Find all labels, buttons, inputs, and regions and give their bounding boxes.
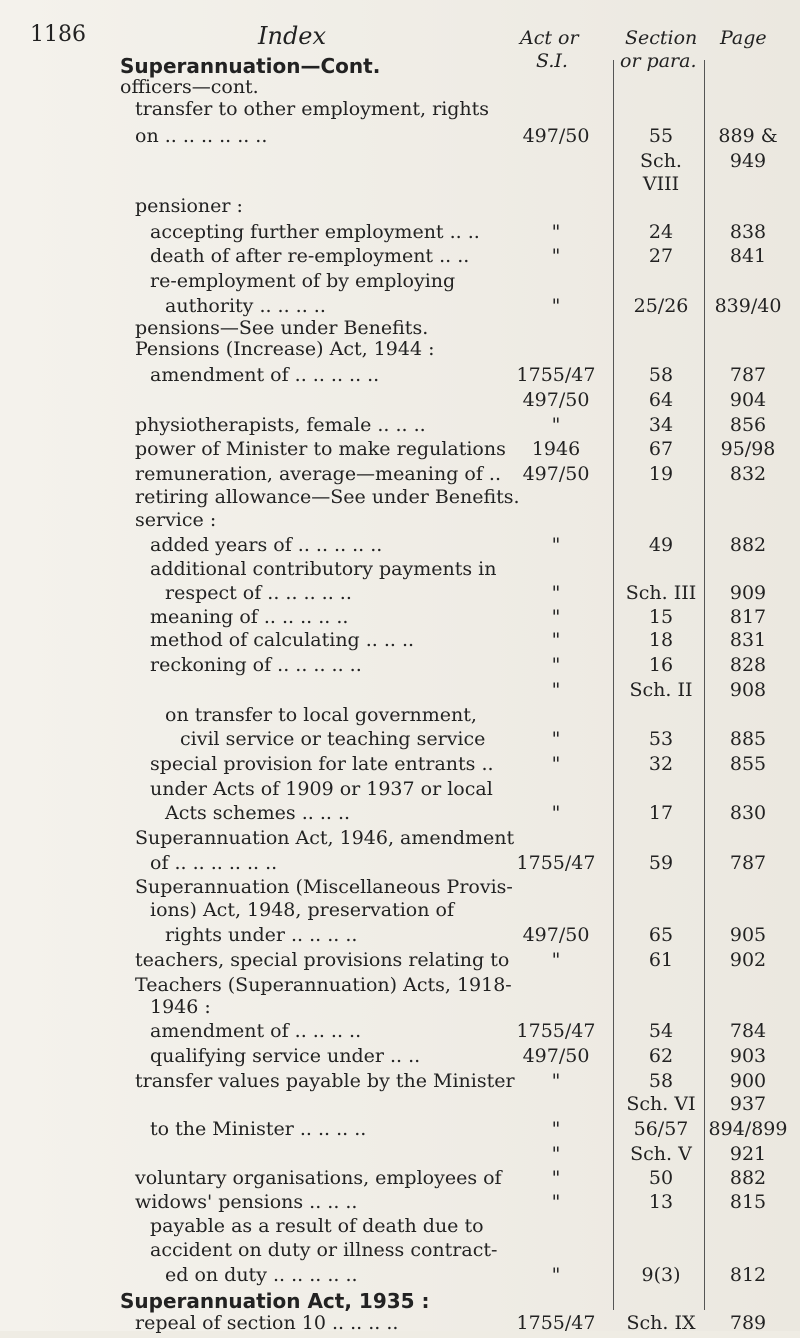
entry-page: 921: [729, 1143, 767, 1165]
entry-section: VIII: [642, 173, 680, 195]
col-header-act: Act or: [520, 27, 579, 49]
entry-text: power of Minister to make regulations: [135, 438, 506, 460]
entry-act: ": [551, 802, 561, 824]
index-row: [0, 778, 800, 804]
entry-text: under Acts of 1909 or 1937 or local: [150, 778, 493, 800]
index-row: [0, 949, 800, 975]
index-row: [0, 996, 800, 1022]
entry-act: 1755/47: [516, 1312, 596, 1334]
entry-text: Pensions (Increase) Act, 1944 :: [135, 338, 435, 360]
entry-text: amendment of .. .. .. .. ..: [150, 364, 380, 386]
index-row: [0, 728, 800, 754]
entry-page: 908: [729, 679, 767, 701]
entry-text: of .. .. .. .. .. ..: [150, 852, 278, 874]
entry-section: Sch. II: [629, 679, 693, 701]
entry-section: 56/57: [633, 1118, 689, 1140]
entry-text: Superannuation Act, 1935 :: [120, 1289, 430, 1313]
entry-act: ": [551, 534, 561, 556]
index-row: [0, 852, 800, 878]
entry-act: 497/50: [522, 389, 590, 411]
entry-page: 839/40: [714, 295, 782, 317]
entry-act: ": [551, 728, 561, 750]
entry-section: 34: [648, 414, 674, 436]
entry-text: ions) Act, 1948, preservation of: [150, 899, 454, 921]
entry-section: 49: [648, 534, 674, 556]
entry-act: ": [551, 679, 561, 701]
entry-text: retiring allowance—See under Benefits.: [135, 486, 520, 508]
entry-section: 65: [648, 924, 674, 946]
entry-section: 62: [648, 1045, 674, 1067]
entry-act: ": [551, 1118, 561, 1140]
index-row: [0, 414, 800, 440]
entry-text: accepting further employment .. ..: [150, 221, 480, 243]
index-row: [0, 364, 800, 390]
entry-section: 50: [648, 1167, 674, 1189]
entry-text: additional contributory payments in: [150, 558, 497, 580]
col-header-page: Page: [720, 27, 767, 49]
entry-page: 789: [729, 1312, 767, 1334]
entry-text: added years of .. .. .. .. ..: [150, 534, 383, 556]
entry-page: 831: [729, 629, 767, 651]
entry-act: 1946: [531, 438, 581, 460]
entry-act: ": [551, 753, 561, 775]
entry-text: Superannuation Act, 1946, amendment: [135, 827, 515, 849]
index-row: [0, 245, 800, 271]
entry-text: special provision for late entrants ..: [150, 753, 494, 775]
entry-text: 1946 :: [150, 996, 211, 1018]
entry-section: 64: [648, 389, 674, 411]
entry-page: 900: [729, 1070, 767, 1092]
index-row: [0, 534, 800, 560]
entry-section: 24: [648, 221, 674, 243]
entry-act: 497/50: [522, 463, 590, 485]
entry-act: ": [551, 245, 561, 267]
entry-section: 25/26: [633, 295, 689, 317]
entry-section: 67: [648, 438, 674, 460]
index-row: [0, 629, 800, 655]
entry-page: 905: [729, 924, 767, 946]
entry-page: 784: [729, 1020, 767, 1042]
entry-page: 894/899: [708, 1118, 788, 1140]
entry-act: ": [551, 582, 561, 604]
index-row: [0, 1264, 800, 1290]
entry-page: 787: [729, 364, 767, 386]
entry-text: transfer to other employment, rights: [135, 98, 490, 120]
index-row: [0, 924, 800, 950]
entry-act: ": [551, 949, 561, 971]
index-row: [0, 125, 800, 151]
entry-section: Sch. III: [625, 582, 697, 604]
entry-text: pensions—See under Benefits.: [135, 317, 429, 339]
index-row: [0, 827, 800, 853]
entry-act: ": [551, 629, 561, 651]
entry-act: ": [551, 1264, 561, 1286]
entry-page: 815: [729, 1191, 767, 1213]
entry-act: ": [551, 221, 561, 243]
entry-text: rights under .. .. .. ..: [165, 924, 358, 946]
entry-text: remuneration, average—meaning of ..: [135, 463, 501, 485]
entry-page: 832: [729, 463, 767, 485]
entry-text: on transfer to local government,: [165, 704, 477, 726]
entry-text: accident on duty or illness contract-: [150, 1239, 498, 1261]
index-row: [0, 1118, 800, 1144]
entry-section: 54: [648, 1020, 674, 1042]
entry-act: ": [551, 295, 561, 317]
index-row: [0, 1239, 800, 1265]
index-row: [0, 338, 800, 364]
entry-section: 19: [648, 463, 674, 485]
entry-section: 9(3): [641, 1264, 681, 1286]
entry-section: 13: [648, 1191, 674, 1213]
entry-section: 18: [648, 629, 674, 651]
entry-section: Sch.: [640, 150, 682, 172]
entry-text: Superannuation (Miscellaneous Provis-: [135, 876, 513, 898]
index-row: [0, 899, 800, 925]
entry-text: repeal of section 10 .. .. .. ..: [135, 1312, 399, 1334]
entry-text: teachers, special provisions relating to: [135, 949, 510, 971]
entry-text: transfer values payable by the Minister: [135, 1070, 515, 1092]
entry-text: respect of .. .. .. .. ..: [165, 582, 352, 604]
entry-page: 830: [729, 802, 767, 824]
index-row: [0, 389, 800, 415]
entry-page: 889 &: [718, 125, 778, 147]
entry-act: 497/50: [522, 924, 590, 946]
entry-section: Sch. V: [630, 1143, 692, 1165]
entry-section: 55: [648, 125, 674, 147]
entry-page: 855: [729, 753, 767, 775]
entry-text: service :: [135, 509, 217, 531]
entry-section: 15: [648, 606, 674, 628]
entry-page: 787: [729, 852, 767, 874]
entry-page: 949: [729, 150, 767, 172]
entry-text: to the Minister .. .. .. ..: [150, 1118, 367, 1140]
entry-page: 828: [729, 654, 767, 676]
entry-text: re-employment of by employing: [150, 270, 456, 292]
index-row: [0, 221, 800, 247]
entry-page: 902: [729, 949, 767, 971]
entry-section: 58: [648, 1070, 674, 1092]
entry-page: 909: [729, 582, 767, 604]
entry-text: Superannuation—Cont.: [120, 54, 381, 78]
entry-text: amendment of .. .. .. ..: [150, 1020, 362, 1042]
entry-page: 903: [729, 1045, 767, 1067]
entry-text: widows' pensions .. .. ..: [135, 1191, 358, 1213]
index-row: [0, 1143, 800, 1169]
entry-page: 937: [729, 1093, 767, 1115]
entry-page: 812: [729, 1264, 767, 1286]
entry-act: ": [551, 1143, 561, 1165]
entry-text: death of after re-employment .. ..: [150, 245, 470, 267]
entry-section: 53: [648, 728, 674, 750]
entry-text: qualifying service under .. ..: [150, 1045, 421, 1067]
entry-text: ed on duty .. .. .. .. ..: [165, 1264, 358, 1286]
index-row: [0, 1093, 800, 1119]
entry-text: on .. .. .. .. .. ..: [135, 125, 268, 147]
entry-text: pensioner :: [135, 195, 243, 217]
index-row: [0, 1215, 800, 1241]
entry-section: 61: [648, 949, 674, 971]
entry-text: Acts schemes .. .. ..: [165, 802, 351, 824]
entry-section: Sch. VI: [626, 1093, 696, 1115]
index-row: [0, 654, 800, 680]
index-row: [0, 509, 800, 535]
entry-act: ": [551, 1070, 561, 1092]
entry-act: 497/50: [522, 125, 590, 147]
col-header-section: Section: [625, 27, 698, 49]
entry-page: 817: [729, 606, 767, 628]
entry-act: ": [551, 654, 561, 676]
entry-text: reckoning of .. .. .. .. ..: [150, 654, 362, 676]
index-row: [0, 1191, 800, 1217]
entry-text: method of calculating .. .. ..: [150, 629, 415, 651]
index-row: [0, 582, 800, 608]
index-row: [0, 195, 800, 221]
entry-act: 497/50: [522, 1045, 590, 1067]
entry-text: payable as a result of death due to: [150, 1215, 484, 1237]
index-row: [0, 438, 800, 464]
entry-page: 95/98: [720, 438, 776, 460]
index-row: [0, 753, 800, 779]
entry-page: 885: [729, 728, 767, 750]
entry-section: 16: [648, 654, 674, 676]
entry-text: physiotherapists, female .. .. ..: [135, 414, 426, 436]
index-row: [0, 1020, 800, 1046]
entry-act: ": [551, 1167, 561, 1189]
entry-section: 58: [648, 364, 674, 386]
entry-page: 882: [729, 1167, 767, 1189]
entry-page: 838: [729, 221, 767, 243]
index-row: [0, 98, 800, 124]
col-header-section-sub: or para.: [620, 50, 697, 72]
entry-text: Teachers (Superannuation) Acts, 1918-: [135, 974, 512, 996]
entry-act: ": [551, 1191, 561, 1213]
entry-text: authority .. .. .. ..: [165, 295, 326, 317]
page-title: Index: [258, 22, 327, 50]
entry-text: voluntary organisations, employees of: [135, 1167, 502, 1189]
entry-section: 27: [648, 245, 674, 267]
entry-page: 904: [729, 389, 767, 411]
entry-act: 1755/47: [516, 852, 596, 874]
entry-text: officers—cont.: [120, 76, 259, 98]
entry-text: civil service or teaching service: [180, 728, 486, 750]
entry-act: 1755/47: [516, 364, 596, 386]
entry-section: Sch. IX: [626, 1312, 696, 1334]
index-row: [0, 679, 800, 705]
index-row: [0, 1045, 800, 1071]
entry-text: meaning of .. .. .. .. ..: [150, 606, 349, 628]
col-header-act-sub: S.I.: [536, 50, 568, 72]
entry-page: 882: [729, 534, 767, 556]
index-row: [0, 270, 800, 296]
page-number: 1186: [30, 22, 86, 47]
index-row: [0, 1312, 800, 1338]
entry-section: 32: [648, 753, 674, 775]
entry-act: ": [551, 606, 561, 628]
entry-act: ": [551, 414, 561, 436]
entry-page: 841: [729, 245, 767, 267]
entry-section: 17: [648, 802, 674, 824]
index-row: [0, 802, 800, 828]
entry-page: 856: [729, 414, 767, 436]
index-row: [0, 1167, 800, 1193]
entry-act: 1755/47: [516, 1020, 596, 1042]
entry-section: 59: [648, 852, 674, 874]
index-row: [0, 704, 800, 730]
index-row: [0, 558, 800, 584]
